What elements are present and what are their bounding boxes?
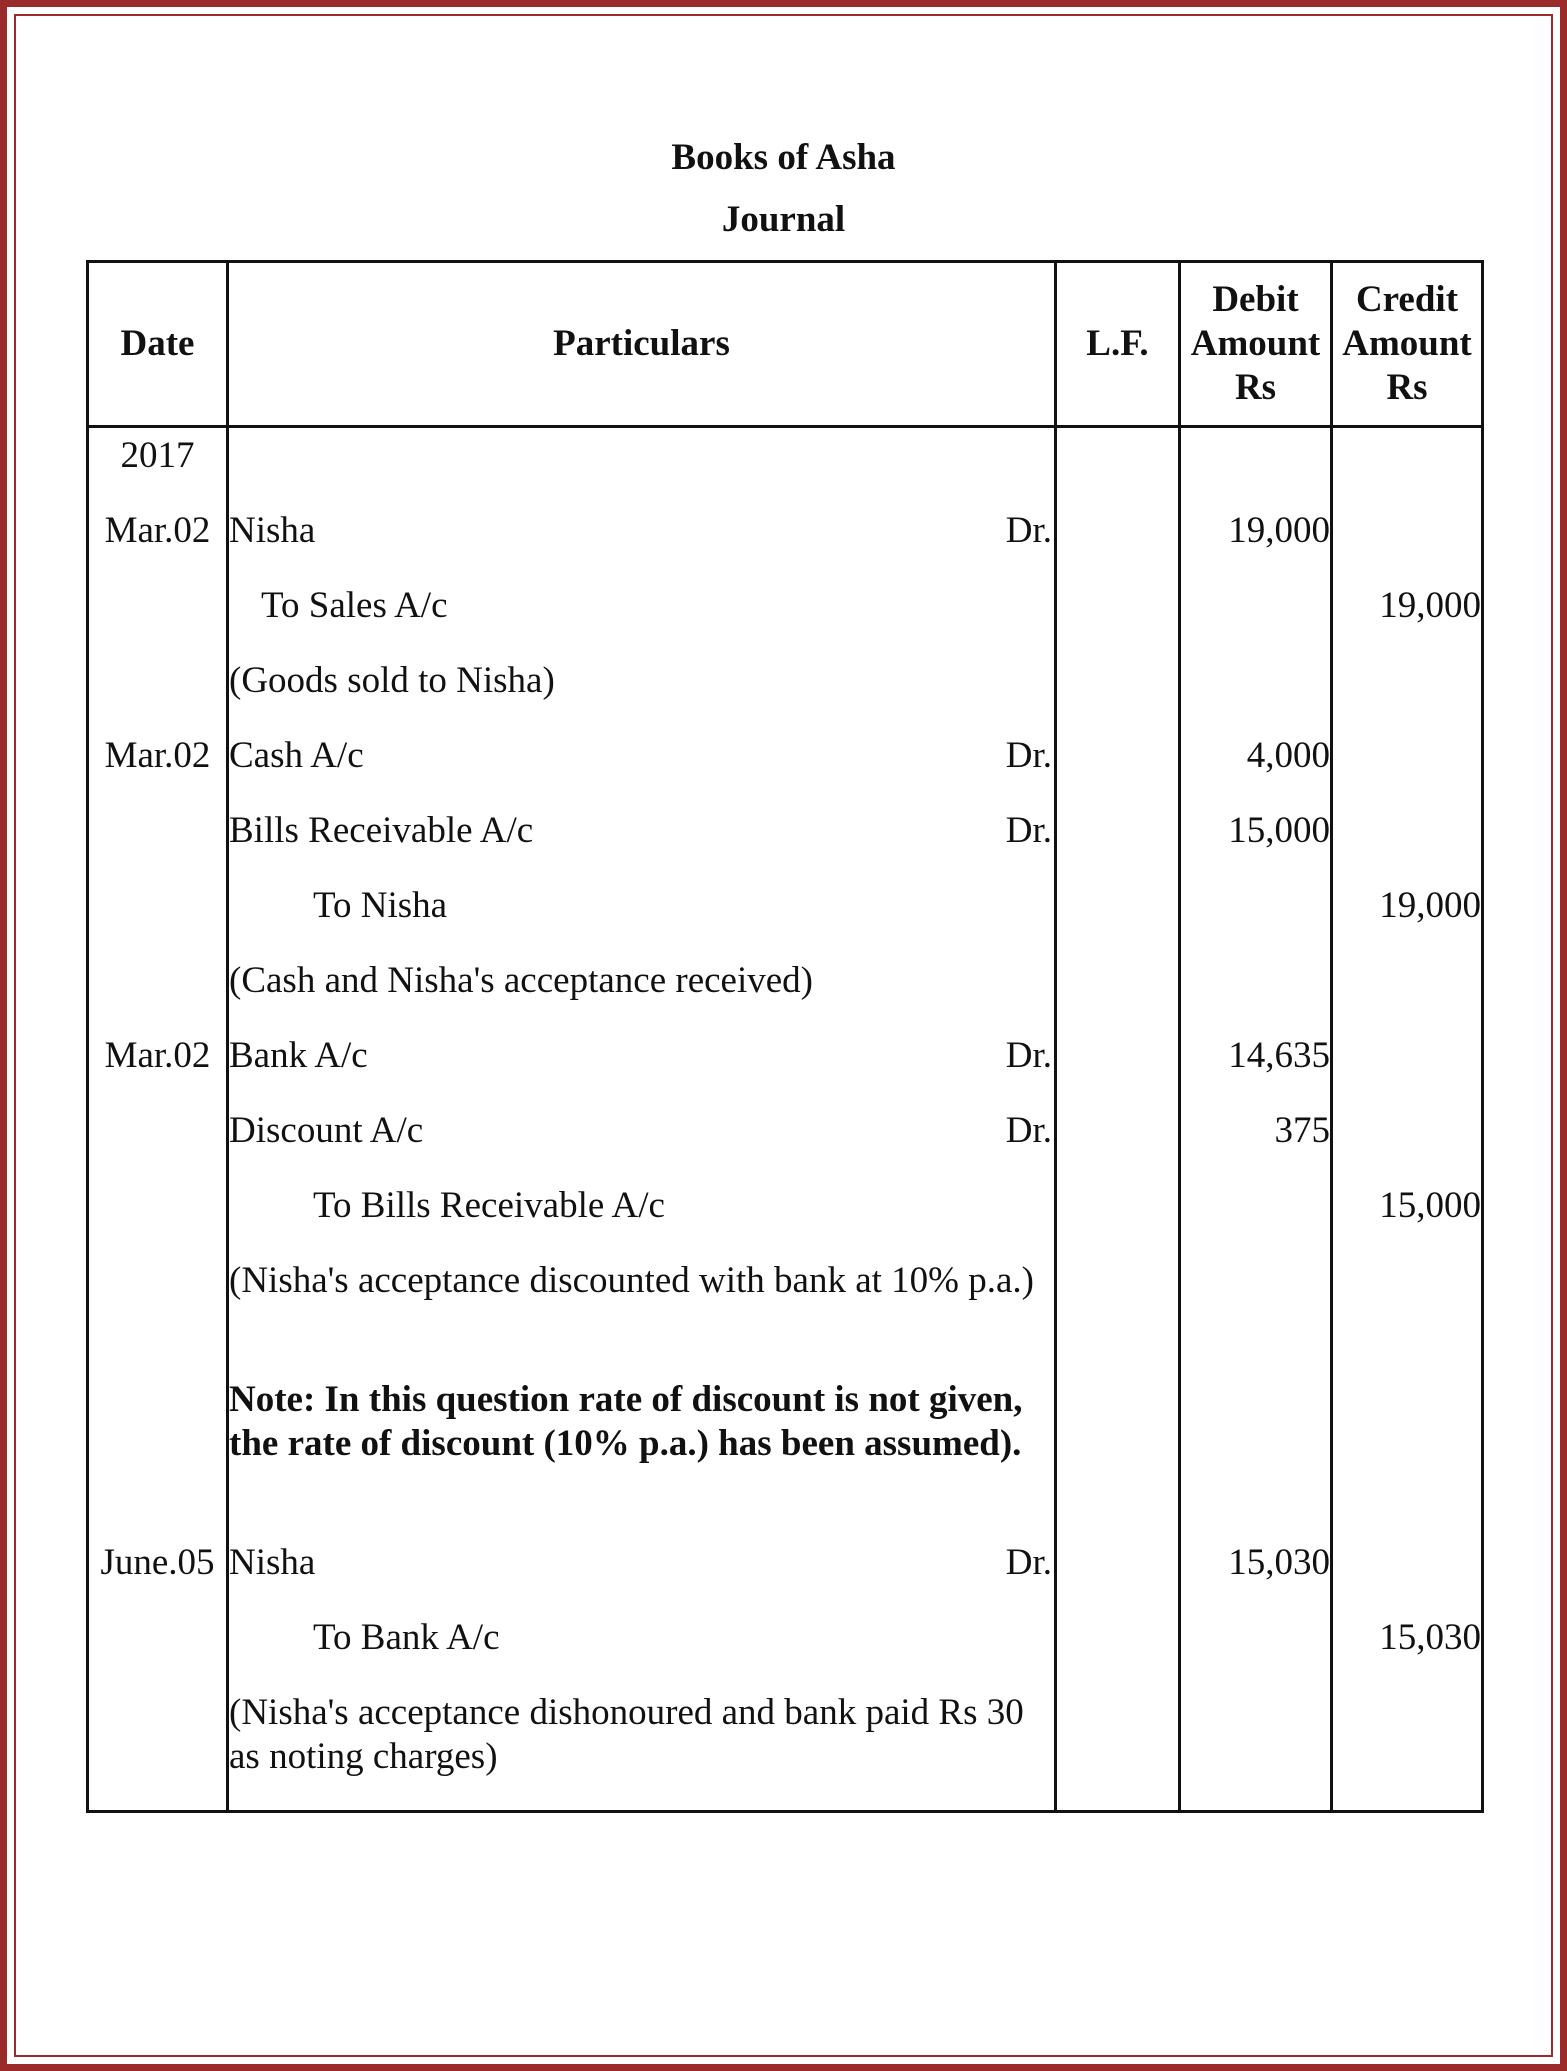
debit-cell: [1180, 959, 1332, 1034]
col-header-credit: Credit Amount Rs: [1332, 262, 1483, 427]
date-cell: [88, 884, 228, 959]
credit-cell: [1332, 1109, 1483, 1184]
date-cell: [88, 1691, 228, 1812]
dr-label: Dr.: [1005, 1035, 1052, 1076]
table-row: [88, 1259, 1483, 1378]
debit-cell: [1180, 1259, 1332, 1378]
lf-cell: [1056, 734, 1180, 809]
credit-cell: [1332, 959, 1483, 1034]
col-header-date: Date: [88, 262, 228, 427]
particulars-cell: Bank A/c Dr.: [228, 1034, 1056, 1109]
particulars-cell: To Bank A/c: [228, 1616, 1056, 1691]
lf-cell: [1056, 1034, 1180, 1109]
credit-cell: 19,000: [1332, 584, 1483, 659]
debit-cell: 4,000: [1180, 734, 1332, 809]
table-row: [88, 809, 1483, 884]
date-cell: [88, 959, 228, 1034]
lf-cell: [1056, 1616, 1180, 1691]
date-cell: Mar.02: [88, 734, 228, 809]
lf-cell: [1056, 509, 1180, 584]
dr-label: Dr.: [1005, 510, 1052, 551]
lf-cell: [1056, 884, 1180, 959]
table-row: [88, 509, 1483, 584]
table-row: [88, 659, 1483, 734]
particulars-cell: To Bills Receivable A/c: [228, 1184, 1056, 1259]
debit-cell: 375: [1180, 1109, 1332, 1184]
date-cell: [88, 1109, 228, 1184]
narration-cell: (Nisha's acceptance dishonoured and bank paid Rs 30 as noting charges): [228, 1691, 1056, 1812]
lf-cell: [1056, 1691, 1180, 1812]
debit-cell: [1180, 1691, 1332, 1812]
debit-cell: [1180, 1378, 1332, 1541]
credit-cell: [1332, 1378, 1483, 1541]
credit-cell: [1332, 1034, 1483, 1109]
table-row: [88, 959, 1483, 1034]
table-row: [88, 1691, 1483, 1812]
dr-label: Dr.: [1005, 1110, 1052, 1151]
date-cell: [88, 584, 228, 659]
credit-cell: [1332, 1259, 1483, 1378]
date-cell: June.05: [88, 1541, 228, 1616]
table-row: [88, 584, 1483, 659]
particulars-cell: Cash A/c Dr.: [228, 734, 1056, 809]
lf-cell: [1056, 584, 1180, 659]
credit-cell: 15,030: [1332, 1616, 1483, 1691]
table-row: [88, 734, 1483, 809]
debit-cell: [1180, 584, 1332, 659]
narration-cell: (Cash and Nisha's acceptance received): [228, 959, 1056, 1034]
table-row: [88, 1541, 1483, 1616]
narration-cell: (Goods sold to Nisha): [228, 659, 1056, 734]
particulars-cell: Nisha Dr.: [228, 1541, 1056, 1616]
date-cell: [88, 809, 228, 884]
credit-cell: [1332, 1691, 1483, 1812]
journal-table: [86, 260, 1484, 1813]
credit-cell: [1332, 509, 1483, 584]
date-cell: Mar.02: [88, 1034, 228, 1109]
lf-cell: [1056, 1184, 1180, 1259]
lf-cell: [1056, 1109, 1180, 1184]
date-cell: [88, 1378, 228, 1541]
year-row: [88, 427, 1483, 510]
debit-cell: 15,000: [1180, 809, 1332, 884]
debit-cell: [1180, 659, 1332, 734]
lf-cell: [1056, 959, 1180, 1034]
particulars-cell: To Nisha: [228, 884, 1056, 959]
debit-cell: [1180, 1184, 1332, 1259]
date-cell: [88, 659, 228, 734]
debit-cell: 14,635: [1180, 1034, 1332, 1109]
year-cell: 2017: [88, 427, 228, 510]
narration-cell: (Nisha's acceptance discounted with bank at 10% p.a.): [228, 1259, 1056, 1378]
journal-title: Journal: [721, 199, 846, 240]
dr-label: Dr.: [1005, 810, 1052, 851]
particulars-cell: Nisha Dr.: [228, 509, 1056, 584]
credit-cell: [1332, 809, 1483, 884]
credit-cell: [1332, 659, 1483, 734]
debit-cell: 19,000: [1180, 509, 1332, 584]
debit-cell: [1180, 884, 1332, 959]
col-header-particulars: Particulars: [228, 262, 1056, 427]
table-row: [88, 1184, 1483, 1259]
credit-cell: 19,000: [1332, 884, 1483, 959]
particulars-cell: To Sales A/c: [228, 584, 1056, 659]
note-cell: Note: In this question rate of discount is not given, the rate of discount (10% p.a.) has been assumed).: [228, 1378, 1056, 1541]
col-header-debit: Debit Amount Rs: [1180, 262, 1332, 427]
table-row: [88, 1034, 1483, 1109]
debit-cell: [1180, 1616, 1332, 1691]
lf-cell: [1056, 1378, 1180, 1541]
particulars-cell: Bills Receivable A/c Dr.: [228, 809, 1056, 884]
table-row: [88, 1378, 1483, 1541]
date-cell: [88, 1616, 228, 1691]
col-header-lf: L.F.: [1056, 262, 1180, 427]
book-title: Books of Asha: [671, 137, 896, 178]
date-cell: [88, 1184, 228, 1259]
header-row: [88, 262, 1483, 427]
dr-label: Dr.: [1005, 735, 1052, 776]
lf-cell: [1056, 1259, 1180, 1378]
credit-cell: [1332, 734, 1483, 809]
date-cell: Mar.02: [88, 509, 228, 584]
dr-label: Dr.: [1005, 1542, 1052, 1583]
lf-cell: [1056, 659, 1180, 734]
particulars-cell: Discount A/c Dr.: [228, 1109, 1056, 1184]
lf-cell: [1056, 809, 1180, 884]
table-row: [88, 1109, 1483, 1184]
credit-cell: 15,000: [1332, 1184, 1483, 1259]
table-row: [88, 884, 1483, 959]
debit-cell: 15,030: [1180, 1541, 1332, 1616]
date-cell: [88, 1259, 228, 1378]
credit-cell: [1332, 1541, 1483, 1616]
lf-cell: [1056, 1541, 1180, 1616]
table-row: [88, 1616, 1483, 1691]
